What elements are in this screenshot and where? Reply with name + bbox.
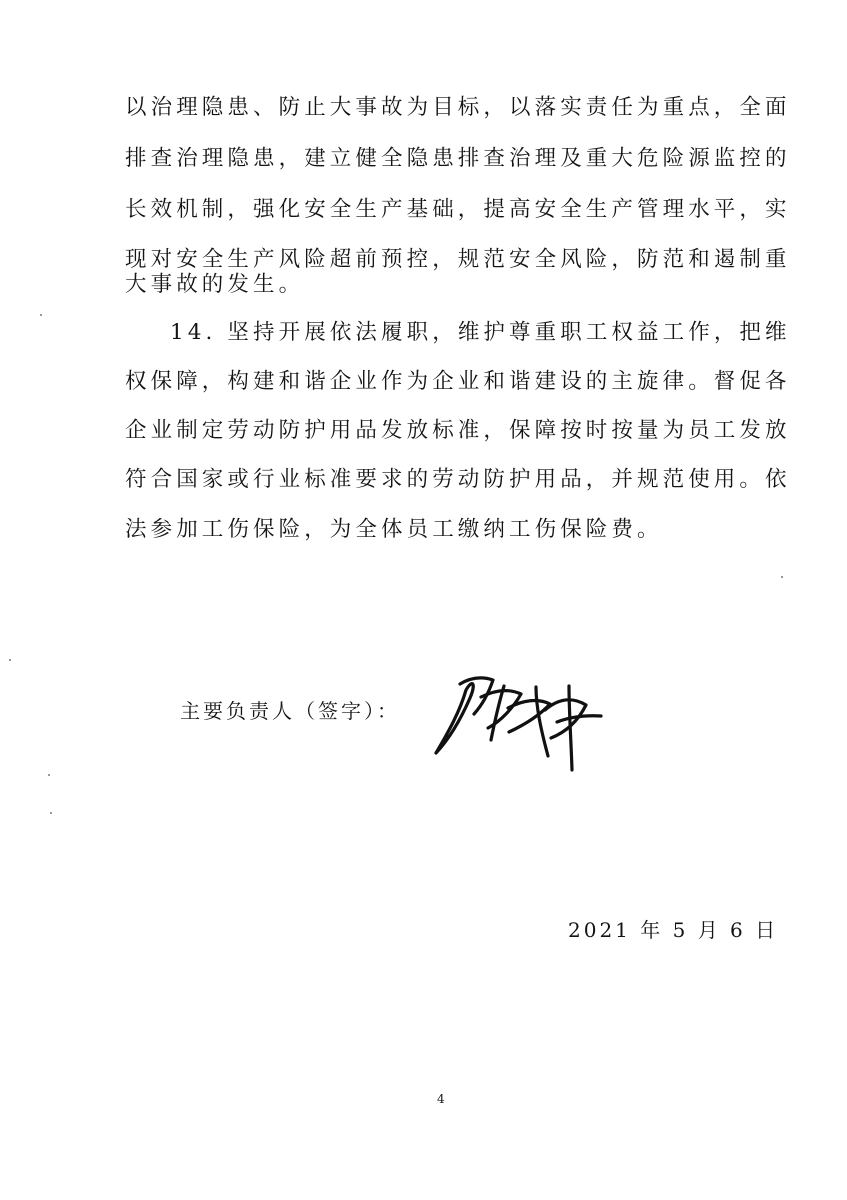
paragraph-2-line-4: 符合国家或行业标准要求的劳动防护用品，并规范使用。依	[125, 467, 791, 492]
handwritten-signature	[418, 666, 608, 776]
scan-speck	[40, 314, 42, 316]
scan-speck	[781, 576, 783, 578]
signature-label: 主要负责人（签字）：	[180, 699, 400, 723]
paragraph-2-line-3: 企业制定劳动防护用品发放标准，保障按时按量为员工发放	[125, 418, 791, 443]
paragraph-2-line-2: 权保障，构建和谐企业作为企业和谐建设的主旋律。督促各	[125, 369, 791, 394]
document-date: 2021 年 5 月 6 日	[568, 918, 779, 942]
scan-speck	[9, 659, 11, 661]
paragraph-1-line-2: 排查治理隐患，建立健全隐患排查治理及重大危险源监控的	[125, 146, 791, 171]
page-number: 4	[437, 1092, 445, 1106]
paragraph-1-line-3: 长效机制，强化安全生产基础，提高安全生产管理水平，实	[125, 197, 791, 222]
scan-speck	[48, 774, 50, 776]
paragraph-2-line-1: 14. 坚持开展依法履职，维护尊重职工权益工作，把维	[170, 320, 791, 345]
paragraph-2-line-5: 法参加工伤保险，为全体员工缴纳工伤保险费。	[125, 517, 663, 542]
scan-speck	[50, 812, 52, 814]
paragraph-1-line-1: 以治理隐患、防止大事故为目标，以落实责任为重点，全面	[125, 95, 791, 120]
paragraph-1-line-5: 大事故的发生。	[125, 272, 305, 297]
paragraph-1-line-4: 现对安全生产风险超前预控，规范安全风险，防范和遏制重	[125, 247, 791, 272]
